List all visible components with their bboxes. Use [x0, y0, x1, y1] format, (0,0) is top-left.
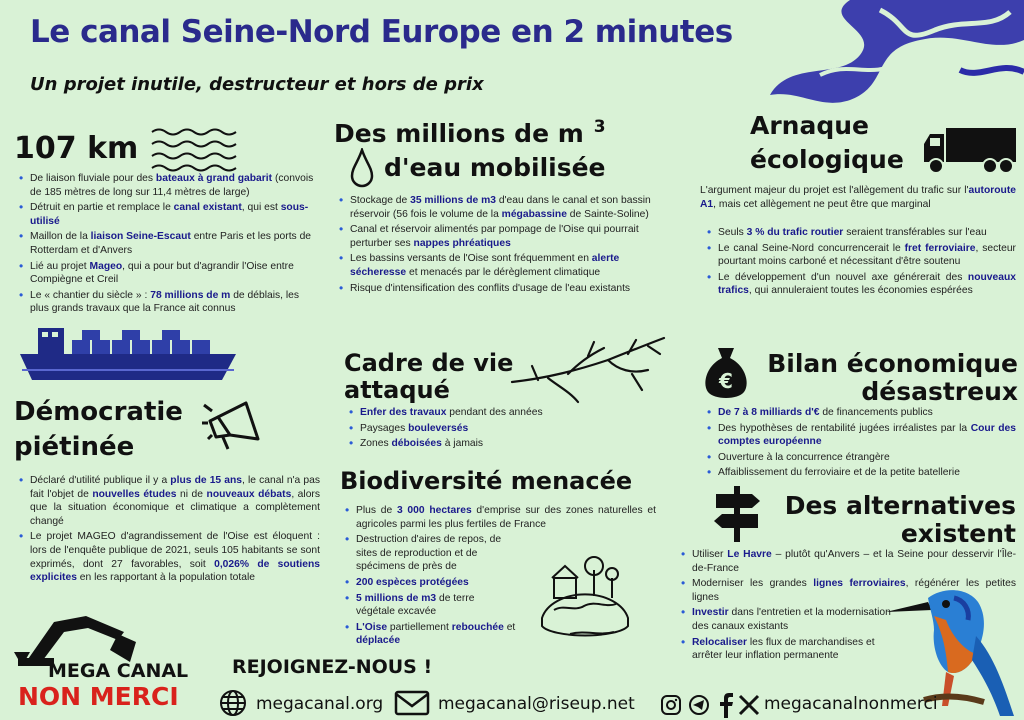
- list-item: • Le canal Seine-Nord concurrencerait le fret ferroviaire, secteur pourtant moins carboné et nécessitant d'être soutenu: [706, 242, 1016, 269]
- list-item: • Les bassins versants de l'Oise sont fréquemment en alerte sécheresse et menacés par le dérèglement climatique: [338, 252, 658, 279]
- list-item: • Maillon de la liaison Seine-Escaut entre Paris et les ports de Rotterdam et d'Anvers: [18, 230, 318, 257]
- list-item: • Stockage de 35 millions de m3 d'eau dans le canal et son bassin réservoir (56 fois le volume de la mégabassine de Sainte-Soline): [338, 194, 658, 221]
- social-handle[interactable]: megacanalnonmerci: [764, 694, 938, 714]
- signpost-icon: [712, 484, 762, 544]
- water-list-container: [338, 194, 658, 297]
- logo-line2: NON MERCI: [18, 682, 179, 711]
- mail-icon: [394, 690, 430, 716]
- eco-intro: L'argument majeur du projet est l'allègement du trafic sur l'autoroute A1, mais cet allègement ne peut être que marginal: [700, 185, 1016, 210]
- truck-icon: [922, 124, 1018, 176]
- water-heading-line1: Des millions de m $^3$: [334, 117, 606, 148]
- list-item: • Moderniser les grandes lignes ferroviaires, régénérer les petites lignes: [680, 577, 1016, 604]
- alt-heading-line1: Des alternatives: [784, 491, 1016, 520]
- svg-text:€: €: [719, 369, 733, 393]
- list-item: • Détruit en partie et remplace le canal existant, qui est sous-utilisé: [18, 201, 318, 228]
- email-link[interactable]: megacanal@riseup.net: [438, 694, 635, 714]
- demo-heading-line1: Démocratie: [14, 397, 183, 427]
- bio-heading: Biodiversité menacée: [340, 467, 633, 495]
- cadre-heading: [344, 350, 513, 404]
- demo-list: [18, 474, 320, 585]
- telegram-icon[interactable]: [688, 694, 710, 716]
- ship-icon: [18, 318, 240, 384]
- list-item: • Relocaliser les flux de marchandises et arrêter leur inflation permanente: [680, 636, 902, 663]
- bilan-list-container: [706, 406, 1016, 482]
- list-item: • Le développement d'un nouvel axe générerait des nouveaux trafics, qui annuleraient toutes les économies espérées: [706, 271, 1016, 298]
- bilan-heading-line1: Bilan économique: [767, 349, 1018, 378]
- list-item: • L'Oise partiellement rebouchée et déplacée: [344, 621, 516, 648]
- money-bag-icon: [702, 344, 750, 400]
- bilan-heading: [756, 350, 1018, 406]
- list-item: • Ouverture à la concurrence étrangère: [706, 451, 1016, 465]
- x-icon[interactable]: [738, 694, 760, 716]
- km-heading: 107 km: [14, 131, 139, 166]
- eco-heading: [750, 112, 904, 174]
- water-list: [338, 194, 658, 295]
- eco-heading-line2: écologique: [750, 145, 904, 174]
- waves-icon: [150, 126, 242, 176]
- list-item: • 5 millions de m3 de terre végétale excavée: [344, 592, 506, 619]
- globe-icon: [218, 688, 248, 718]
- logo-line1: MEGA CANAL: [48, 660, 189, 682]
- water-drop-icon: [350, 148, 374, 188]
- alt-heading-line2: existent: [900, 519, 1016, 548]
- bilan-list: [706, 406, 1016, 480]
- km-list: [18, 172, 318, 316]
- km-list-container: [18, 172, 318, 318]
- water-heading-line2: d'eau mobilisée: [384, 153, 606, 182]
- facebook-icon[interactable]: [718, 692, 734, 718]
- demo-list-container: [18, 474, 320, 587]
- branch-icon: [508, 334, 668, 406]
- list-item: • Investir dans l'entretien et la modernisation des canaux existants: [680, 606, 892, 633]
- megaphone-icon: [200, 395, 270, 453]
- eco-list-container: [706, 226, 1016, 300]
- bilan-heading-line2: désastreux: [861, 377, 1018, 406]
- eco-heading-line1: Arnaque: [750, 111, 869, 140]
- list-item: • Enfer des travaux pendant des années: [348, 406, 648, 420]
- water-heading: [334, 118, 654, 182]
- demo-heading: [14, 398, 183, 462]
- list-item: • Utiliser Le Havre – plutôt qu'Anvers – et la Seine pour desservir l'Île-de-France: [680, 548, 1016, 575]
- join-text: REJOIGNEZ-NOUS !: [232, 656, 433, 678]
- list-item: • Seuls 3 % du trafic routier seraient transférables sur l'eau: [706, 226, 1016, 240]
- page-title: Le canal Seine-Nord Europe en 2 minutes: [30, 14, 733, 50]
- cadre-heading-line1: Cadre de vie: [344, 349, 514, 377]
- instagram-icon[interactable]: [660, 694, 682, 716]
- list-item: • De liaison fluviale pour des bateaux à grand gabarit (convois de 185 mètres de long sur 11,4 mètres de large): [18, 172, 318, 199]
- list-item: • Canal et réservoir alimentés par pompage de l'Oise qui pourrait perturber ses nappes phréatiques: [338, 223, 658, 250]
- website-link[interactable]: megacanal.org: [256, 694, 384, 714]
- list-item: • 200 espèces protégées: [344, 576, 656, 590]
- list-item: • Destruction d'aires de repos, de sites de reproduction et de spécimens de près de: [344, 533, 506, 574]
- eco-list: [706, 226, 1016, 298]
- list-item: • Paysages bouleversés: [348, 422, 648, 436]
- list-item: • Le « chantier du siècle » : 78 millions de m de déblais, les plus grands travaux que la France ait connus: [18, 289, 318, 316]
- list-item: • Le projet MAGEO d'agrandissement de l'Oise est éloquent : lors de l'enquête publique de 2021, seuls 105 habitants se sont exprimés, dont 27 favorables, soit 0,026% de soutiens explicites en les rapportant à la population totale: [18, 530, 320, 584]
- list-item: • Déclaré d'utilité publique il y a plus de 15 ans, le canal n'a pas fait l'objet de nouvelles études ni de nouveaux débats, alors que la situation économique et climatique a complètement changé: [18, 474, 320, 528]
- list-item: • De 7 à 8 milliards d'€ de financements publics: [706, 406, 1016, 420]
- list-item: • Zones déboisées à jamais: [348, 437, 648, 451]
- page-subtitle: Un projet inutile, destructeur et hors de prix: [30, 74, 484, 95]
- list-item: • Risque d'intensification des conflits d'usage de l'eau existants: [338, 282, 658, 296]
- demo-heading-line2: piétinée: [14, 432, 135, 463]
- alt-heading: [766, 492, 1016, 548]
- list-item: • Lié au projet Mageo, qui a pour but d'agrandir l'Oise entre Compiègne et Creil: [18, 260, 318, 287]
- list-item: • Plus de 3 000 hectares d'emprise sur des zones naturelles et agricoles parmi les plus fertiles de France: [344, 504, 656, 531]
- cadre-list-container: [348, 406, 648, 453]
- earth-icon: [530, 548, 640, 640]
- list-item: • Affaiblissement du ferroviaire et de la petite batellerie: [706, 466, 1016, 480]
- cadre-list: [348, 406, 648, 451]
- cadre-heading-line2: attaqué: [344, 375, 450, 404]
- ink-swirl-decoration: [760, 0, 1024, 115]
- list-item: • Des hypothèses de rentabilité jugées irréalistes par la Cour des comptes européenne: [706, 422, 1016, 449]
